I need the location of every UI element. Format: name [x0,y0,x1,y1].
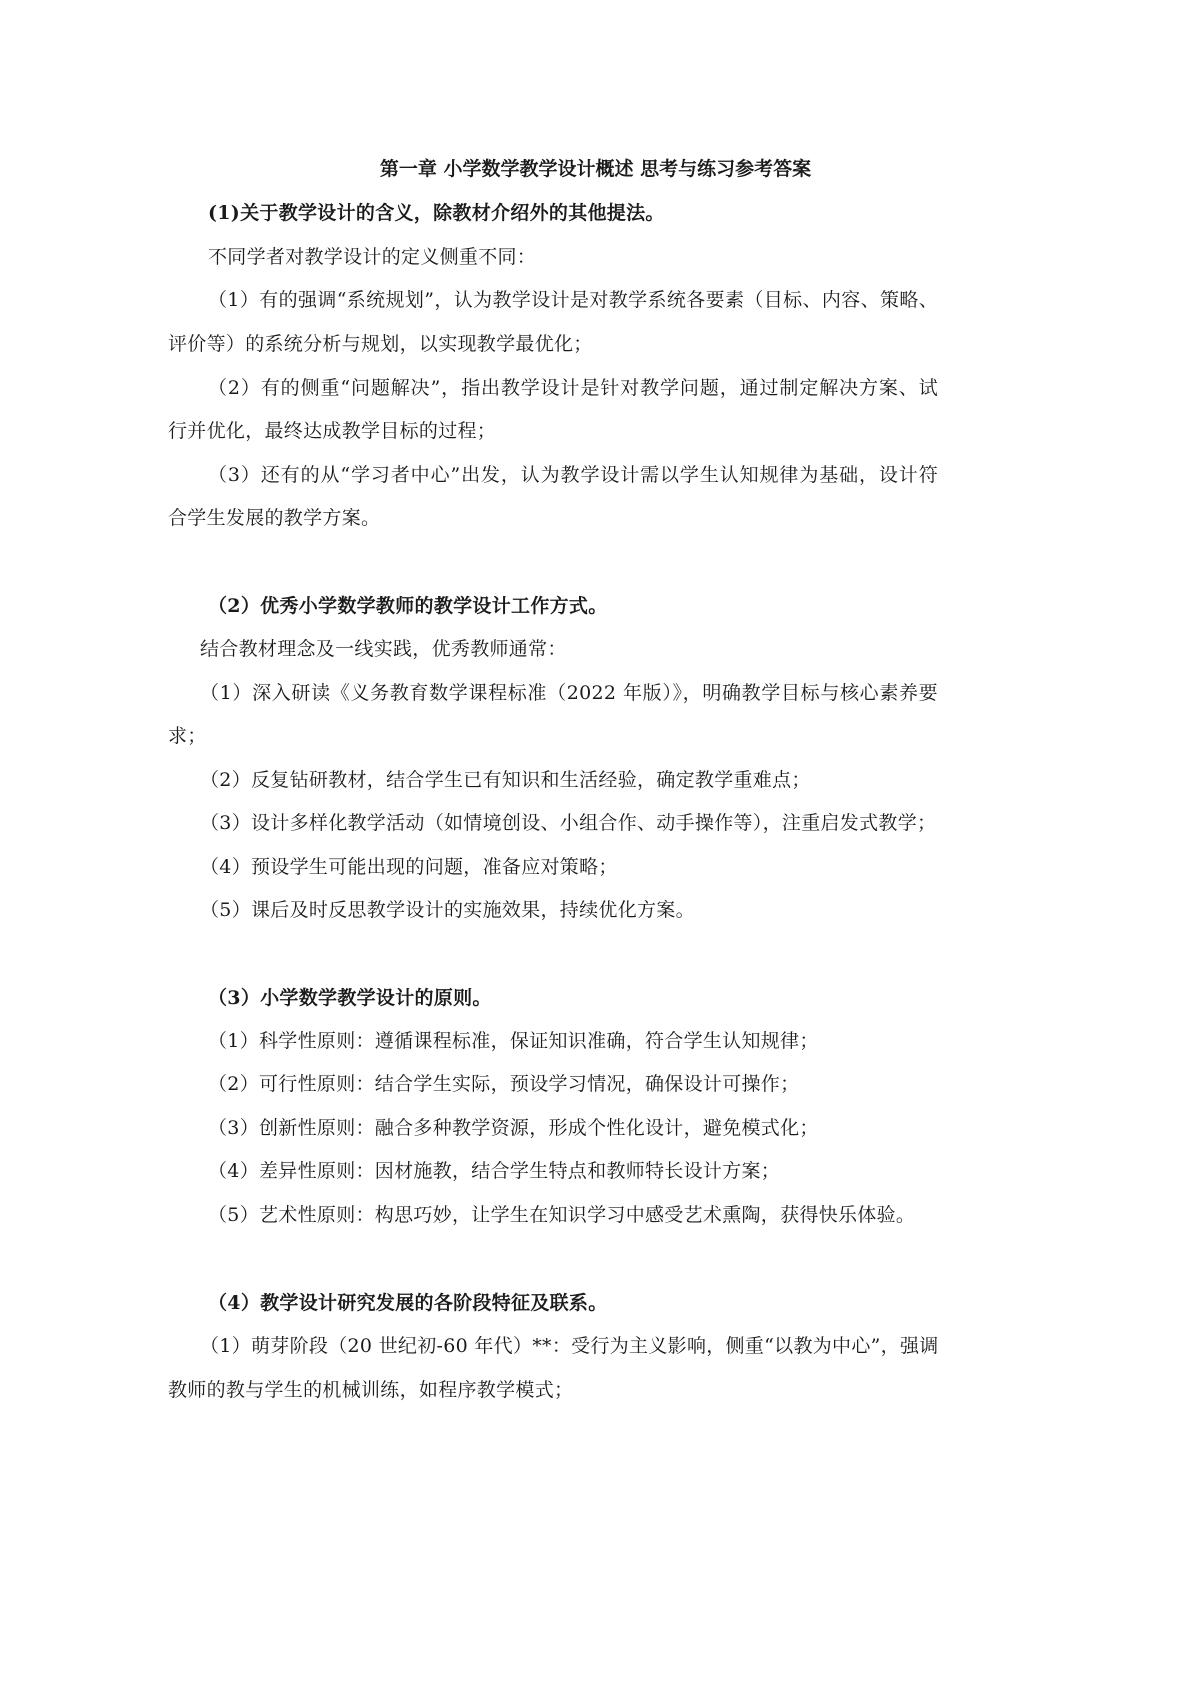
document-title: 第一章 小学数学教学设计概述 思考与练习参考答案 [379,158,812,180]
section-1-intro: 不同学者对教学设计的定义侧重不同： [208,246,537,268]
section-1-item-1-line-2: 评价等）的系统分析与规划，以实现教学最优化； [168,333,593,355]
section-3-item-4: （4）差异性原则：因材施教，结合学生特点和教师特长设计方案； [208,1160,781,1182]
section-4-heading: （4）教学设计研究发展的各阶段特征及联系。 [208,1292,608,1314]
section-3-item-1: （1）科学性原则：遵循课程标准，保证知识准确，符合学生认知规律； [208,1030,819,1052]
section-2-item-3: （3）设计多样化教学活动（如情境创设、小组合作、动手操作等），注重启发式教学； [200,812,937,834]
section-4-item-1-line-1: （1）萌芽阶段（20 世纪初-60 年代）**：受行为主义影响，侧重“以教为中心”，强调 [200,1335,939,1357]
section-1-item-3-line-2: 合学生发展的教学方案。 [168,507,381,529]
section-3-item-5: （5）艺术性原则：构思巧妙，让学生在知识学习中感受艺术熏陶，获得快乐体验。 [208,1204,916,1226]
section-3-item-3: （3）创新性原则：融合多种教学资源，形成个性化设计，避免模式化； [208,1117,819,1139]
section-1-item-2-line-2: 行并优化，最终达成教学目标的过程； [168,420,497,442]
section-1-item-2-line-1: （2）有的侧重“问题解决”，指出教学设计是针对教学问题，通过制定解决方案、试 [208,377,938,399]
section-2-intro: 结合教材理念及一线实践，优秀教师通常： [200,638,567,660]
section-2-item-4: （4）预设学生可能出现的问题，准备应对策略； [200,856,618,878]
section-1-heading: (1)关于教学设计的含义，除教材介绍外的其他提法。 [208,202,665,224]
section-2-heading: （2）优秀小学数学教师的教学设计工作方式。 [208,595,608,617]
section-3-item-2: （2）可行性原则：结合学生实际，预设学习情况，确保设计可操作； [208,1073,800,1095]
section-1-item-1-line-1: （1）有的强调“系统规划”，认为教学设计是对教学系统各要素（目标、内容、策略、 [208,289,938,311]
section-4-item-1-line-2: 教师的教与学生的机械训练，如程序教学模式； [168,1379,574,1401]
section-2-item-1-line-1: （1）深入研读《义务教育数学课程标准（2022 年版）》，明确教学目标与核心素养要 [200,682,938,704]
section-1-item-3-line-1: （3）还有的从“学习者中心”出发，认为教学设计需以学生认知规律为基础，设计符 [208,464,938,486]
section-2-item-5: （5）课后及时反思教学设计的实施效果，持续优化方案。 [200,899,695,921]
section-3-heading: （3）小学数学教学设计的原则。 [208,987,492,1009]
section-2-item-1-line-2: 求； [168,725,207,747]
section-2-item-2: （2）反复钻研教材，结合学生已有知识和生活经验，确定教学重难点； [200,769,811,791]
